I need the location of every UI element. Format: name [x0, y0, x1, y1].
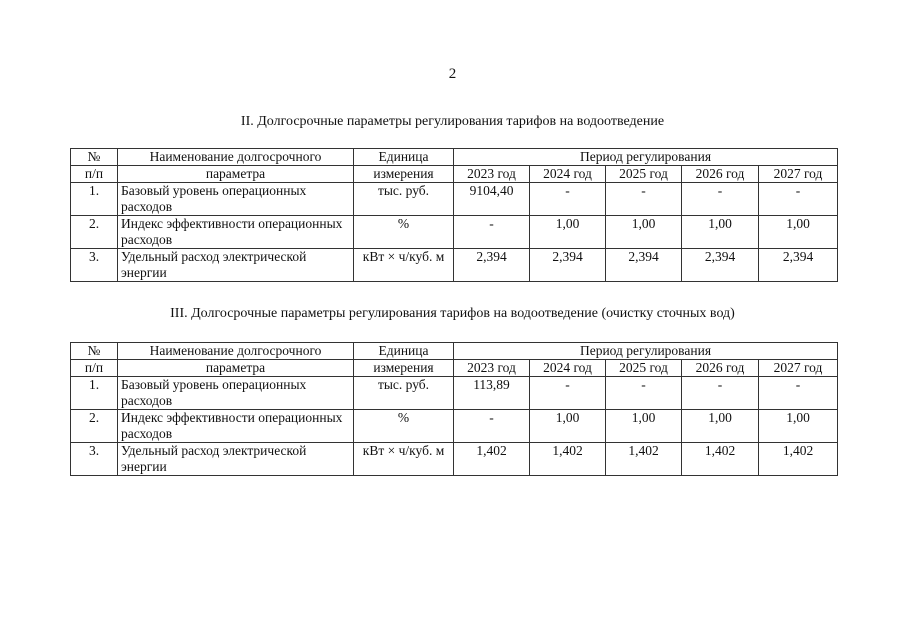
table-header-row: [71, 360, 838, 377]
row-unit: %: [354, 410, 454, 443]
row-parameter-name: Удельный расход электрической энергии: [118, 443, 354, 476]
table-header-row: [71, 166, 838, 183]
row-value: 1,402: [530, 443, 606, 476]
row-value: -: [454, 216, 530, 249]
row-unit: кВт × ч/куб. м: [354, 249, 454, 282]
header-name-line1: Наименование долгосрочного: [118, 149, 354, 166]
row-parameter-name: Базовый уровень операционных расходов: [118, 377, 354, 410]
row-value: 2,394: [530, 249, 606, 282]
row-value: 113,89: [454, 377, 530, 410]
row-parameter-name: Удельный расход электрической энергии: [118, 249, 354, 282]
row-parameter-name: Индекс эффективности операционных расходов: [118, 410, 354, 443]
row-number: 2.: [71, 216, 118, 249]
header-unit-line2: измерения: [354, 360, 454, 377]
row-parameter-name: Индекс эффективности операционных расходов: [118, 216, 354, 249]
page-number: 2: [448, 66, 457, 82]
row-value: 2,394: [682, 249, 759, 282]
row-number: 3.: [71, 443, 118, 476]
table-header-row: [71, 149, 838, 166]
row-value: -: [606, 183, 682, 216]
row-number: 2.: [71, 410, 118, 443]
row-value: -: [759, 183, 838, 216]
row-value: -: [759, 377, 838, 410]
row-parameter-name: Базовый уровень операционных расходов: [118, 183, 354, 216]
row-value: 1,402: [606, 443, 682, 476]
table-row: [71, 249, 838, 282]
row-value: -: [530, 183, 606, 216]
header-num-line2: п/п: [71, 166, 118, 183]
header-year: 2023 год: [454, 166, 530, 183]
row-value: 1,00: [682, 216, 759, 249]
row-value: 2,394: [606, 249, 682, 282]
row-value: 1,00: [759, 216, 838, 249]
header-name-line1: Наименование долгосрочного: [118, 343, 354, 360]
row-value: -: [682, 183, 759, 216]
header-unit-line2: измерения: [354, 166, 454, 183]
header-num-line2: п/п: [71, 360, 118, 377]
row-number: 1.: [71, 377, 118, 410]
row-value: 1,00: [682, 410, 759, 443]
row-value: 1,00: [606, 216, 682, 249]
header-year: 2024 год: [530, 360, 606, 377]
row-value: 1,00: [759, 410, 838, 443]
row-value: 2,394: [759, 249, 838, 282]
row-unit: %: [354, 216, 454, 249]
row-unit: тыс. руб.: [354, 377, 454, 410]
header-period: Период регулирования: [454, 343, 838, 360]
header-num-line1: №: [71, 343, 118, 360]
row-number: 1.: [71, 183, 118, 216]
header-year: 2027 год: [759, 360, 838, 377]
table-row: [71, 410, 838, 443]
header-num-line1: №: [71, 149, 118, 166]
row-value: 1,402: [759, 443, 838, 476]
header-year: 2026 год: [682, 166, 759, 183]
header-year: 2027 год: [759, 166, 838, 183]
header-year: 2023 год: [454, 360, 530, 377]
row-number: 3.: [71, 249, 118, 282]
row-value: 2,394: [454, 249, 530, 282]
header-period: Период регулирования: [454, 149, 838, 166]
header-year: 2026 год: [682, 360, 759, 377]
row-value: -: [682, 377, 759, 410]
row-value: -: [454, 410, 530, 443]
table-row: [71, 183, 838, 216]
row-value: 1,00: [530, 216, 606, 249]
row-unit: тыс. руб.: [354, 183, 454, 216]
header-unit-line1: Единица: [354, 343, 454, 360]
section-title: III. Долгосрочные параметры регулирования тарифов на водоотведение (очистку сточных вод): [170, 306, 735, 321]
section-title: II. Долгосрочные параметры регулирования тарифов на водоотведение: [240, 114, 665, 129]
row-value: 1,00: [606, 410, 682, 443]
row-value: -: [530, 377, 606, 410]
row-value: 1,402: [682, 443, 759, 476]
table-row: [71, 377, 838, 410]
table-header-row: [71, 343, 838, 360]
header-year: 2025 год: [606, 166, 682, 183]
row-value: 9104,40: [454, 183, 530, 216]
table-row: [71, 443, 838, 476]
table-row: [71, 216, 838, 249]
header-name-line2: параметра: [118, 360, 354, 377]
header-year: 2025 год: [606, 360, 682, 377]
header-year: 2024 год: [530, 166, 606, 183]
parameters-table: [70, 342, 838, 476]
row-value: 1,00: [530, 410, 606, 443]
parameters-table: [70, 148, 838, 282]
row-value: -: [606, 377, 682, 410]
row-value: 1,402: [454, 443, 530, 476]
header-name-line2: параметра: [118, 166, 354, 183]
row-unit: кВт × ч/куб. м: [354, 443, 454, 476]
header-unit-line1: Единица: [354, 149, 454, 166]
